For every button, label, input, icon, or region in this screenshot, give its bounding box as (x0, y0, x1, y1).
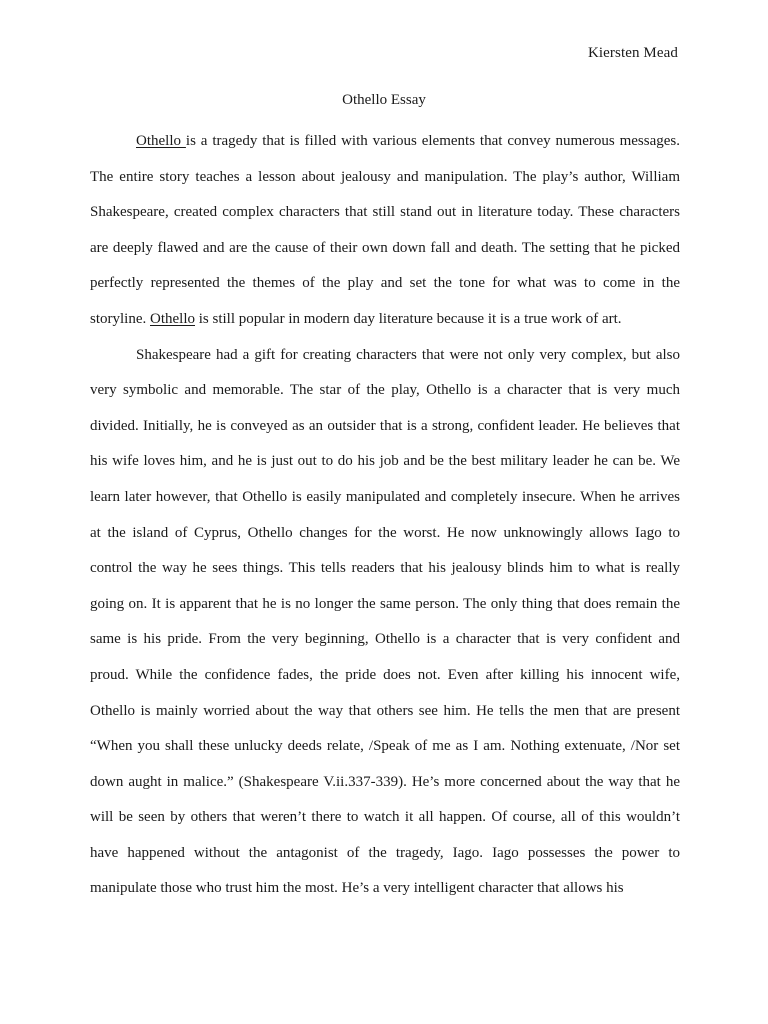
paragraph-text: Shakespeare had a gift for creating characters that were not only very complex, but also very symbolic and memorable. The star of the play, Othello is a character that is very much divided. Initially, he is conveyed as an outsider that is a strong, confident leader. He believes that his wife loves him, and he is just out to do his job and be the best military leader he can be. We learn later however, that Othello is easily manipulated and completely insecure. When he arrives at the island of Cyprus, Othello changes for the worst. He now unknowingly allows Iago to control the way he sees things. This tells readers that his jealousy blinds him to what is really going on. It is apparent that he is no longer the same person. The only thing that does remain the same is his pride. From the very beginning, Othello is a character that is very confident and proud. While the confidence fades, the pride does not. Even after killing his innocent wife, Othello is mainly worried about the way that others see him. He tells the men that are present “When you shall these unlucky deeds relate, /Speak of me as I am. Nothing extenuate, /Nor set down aught in malice.” (Shakespeare V.ii.337-339). He’s more concerned about the way that he will be seen by others that weren’t there to watch it all happen. Of course, all of this wouldn’t have happened without the antagonist of the tragedy, Iago. Iago possesses the power to manipulate those who trust him the most. He’s a very intelligent character that allows his (90, 346, 680, 897)
essay-body (90, 124, 680, 907)
paragraph-1 (90, 124, 680, 338)
underlined-title-reference: Othello (136, 133, 186, 149)
paragraph-text: is still popular in modern day literature because it is a true work of art. (195, 310, 622, 327)
underlined-title-reference: Othello (150, 310, 195, 327)
essay-title: Othello Essay (342, 92, 426, 108)
header-author-name: Kiersten Mead (587, 45, 678, 61)
paragraph-2 (90, 338, 680, 908)
paragraph-text: is a tragedy that is filled with various elements that convey numerous messages. The entire story teaches a lesson about jealousy and manipulation. The play’s author, William Shakespeare, created complex characters that still stand out in literature today. These characters are deeply flawed and are the cause of their own down fall and death. The setting that he picked perfectly represented the themes of the play and set the tone for what was to come in the storyline. (90, 133, 680, 327)
